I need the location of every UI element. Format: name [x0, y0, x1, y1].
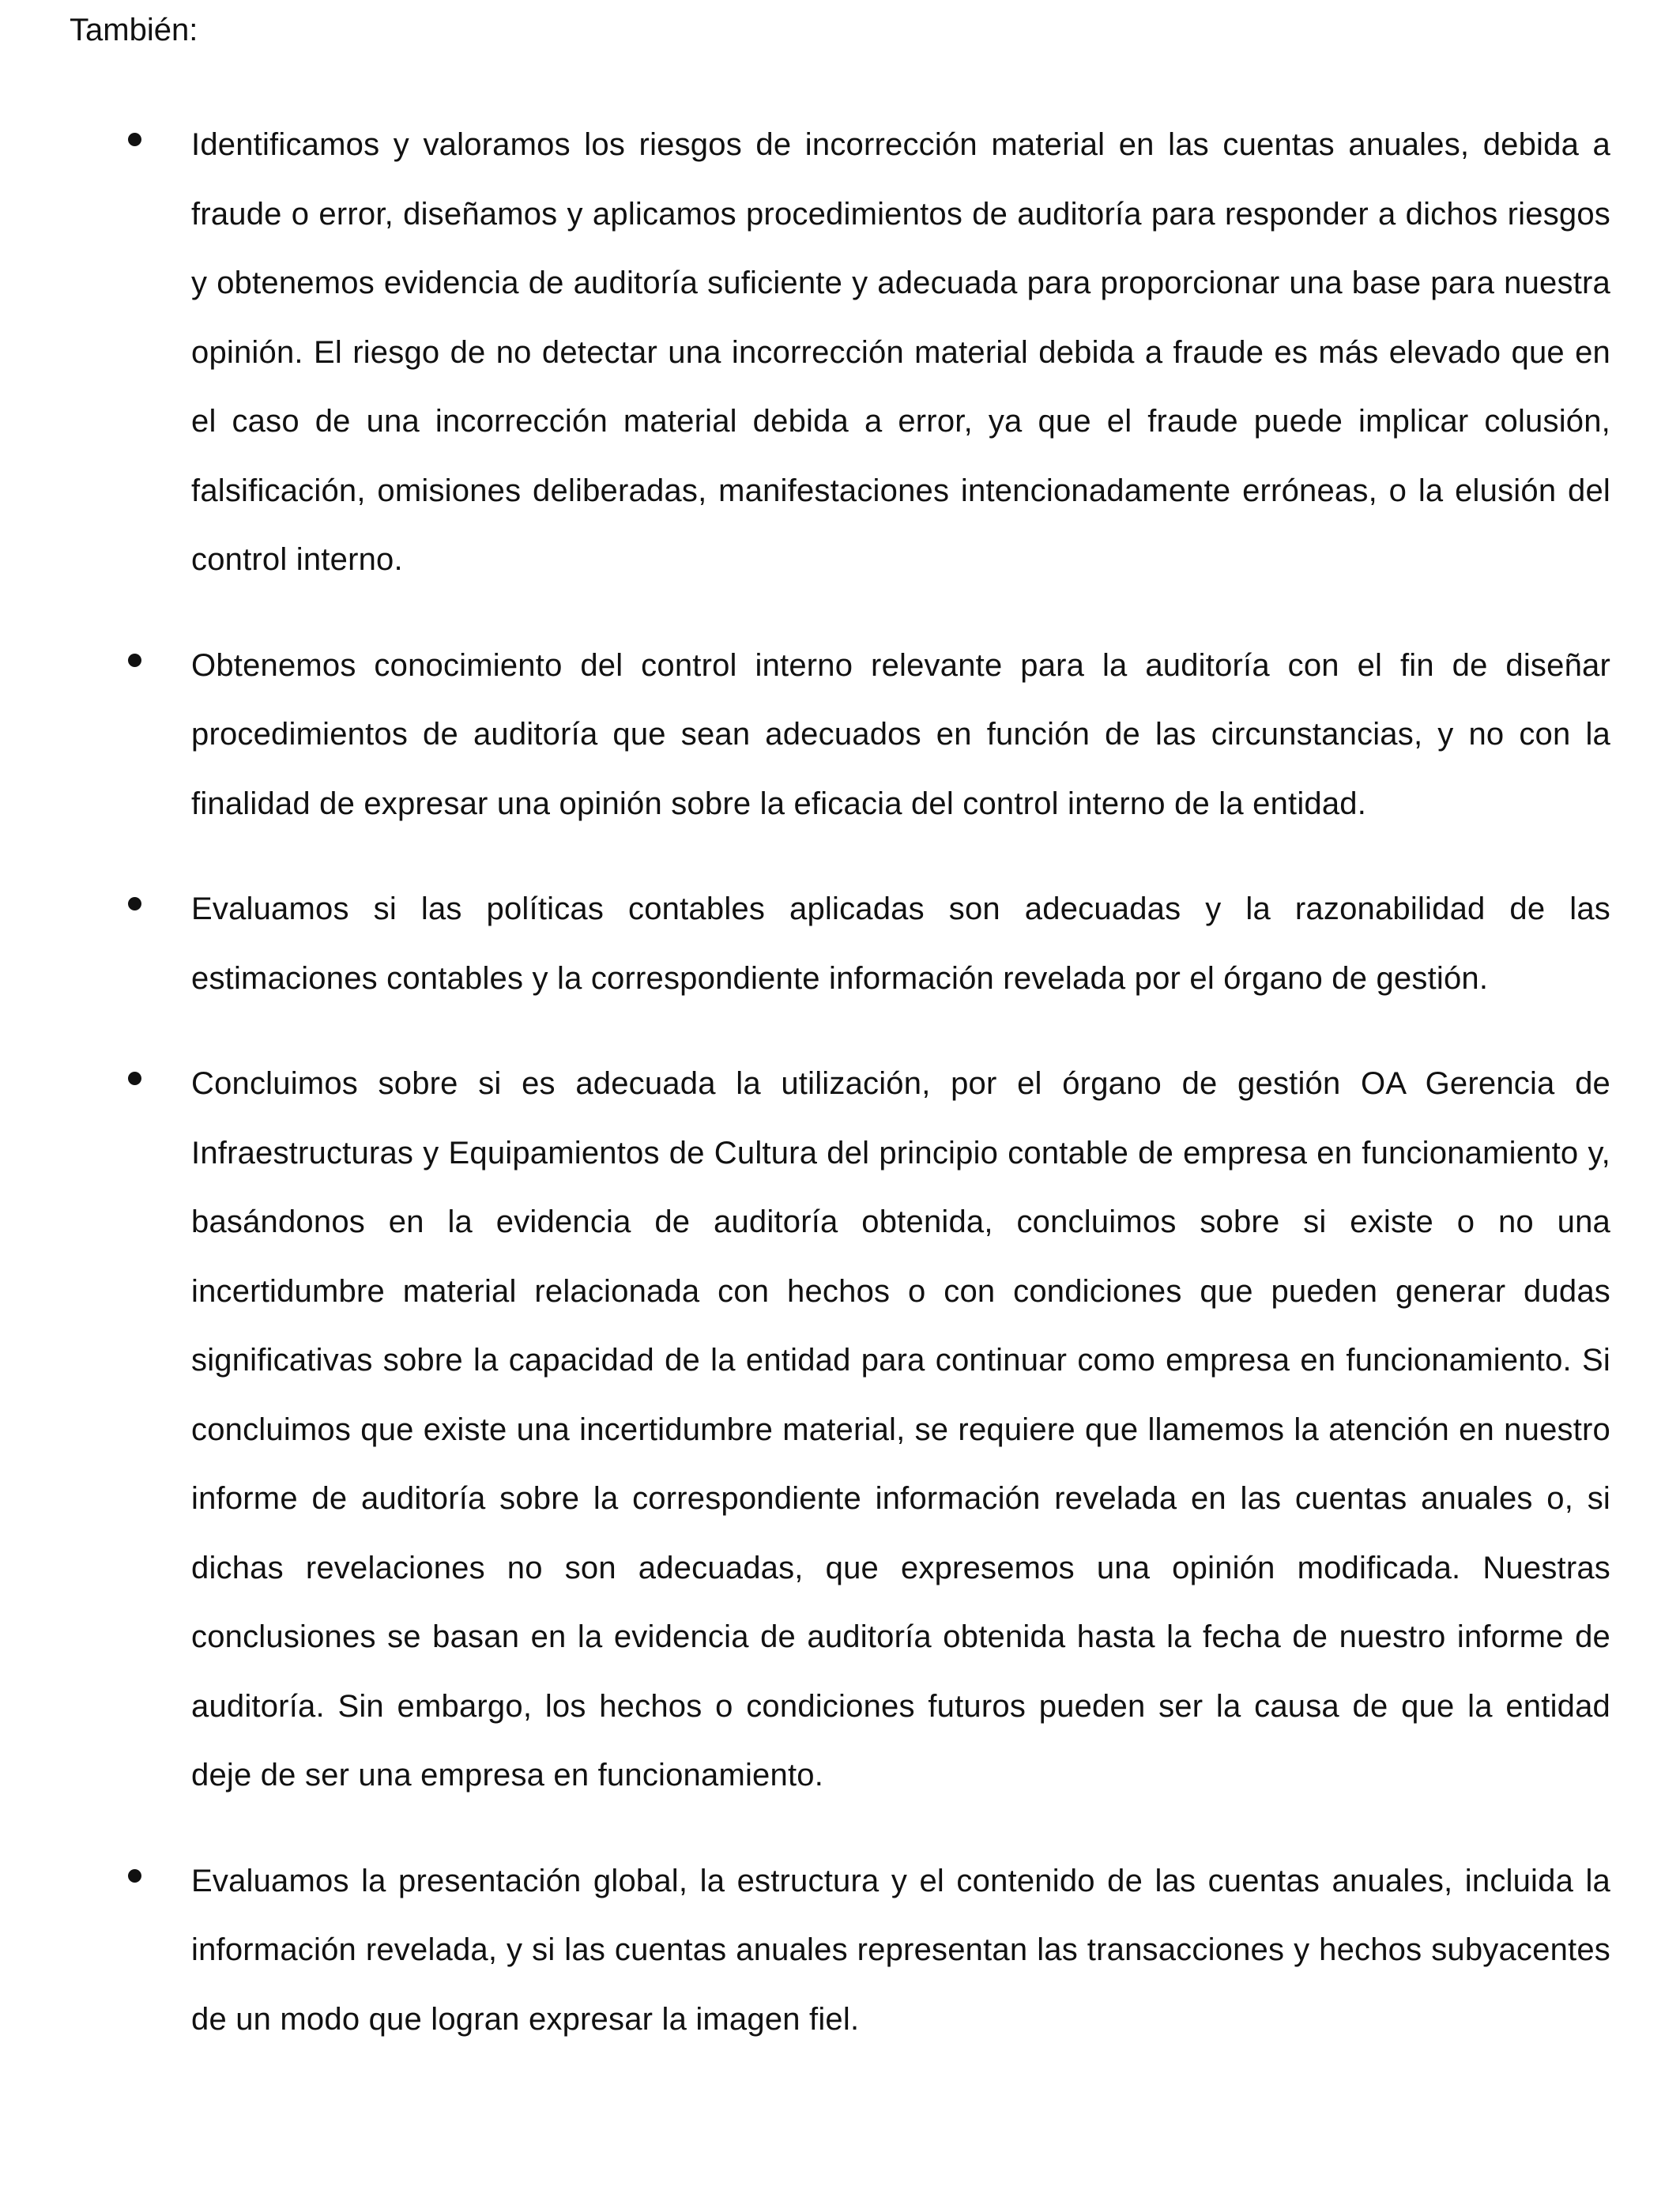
list-item [0, 1050, 1680, 1811]
list-item-text: Obtenemos conocimiento del control interno relevante para la auditoría con el fin de diseñar procedimientos de auditoría que sean adecuados en función de las circunstancias, y no con la finalidad de expresar una opinión sobre la eficacia del control interno de la entidad. [191, 647, 1610, 821]
bullet-icon [128, 654, 141, 667]
list-item-text: Identificamos y valoramos los riesgos de incorrección material en las cuentas anuales, debida a fraude o error, diseñamos y aplicamos procedimientos de auditoría para responder a dichos riesgos y obtenemos evidencia de auditoría suficiente y adecuada para proporcionar una base para nuestra opinión. El riesgo de no detectar una incorrección material debida a fraude es más elevado que en el caso de una incorrección material debida a error, ya que el fraude puede implicar colusión, falsificación, omisiones deliberadas, manifestaciones intencionadamente erróneas, o la elusión del control interno. [191, 127, 1610, 577]
list-item [0, 875, 1680, 1013]
list-item [0, 1847, 1680, 2055]
intro-text: También: [70, 13, 198, 47]
list-item [0, 631, 1680, 839]
bullet-icon [128, 1869, 141, 1883]
list-item-text: Evaluamos la presentación global, la estructura y el contenido de las cuentas anuales, incluida la información revelada, y si las cuentas anuales representan las transacciones y hechos subyacentes de un modo que logran expresar la imagen fiel. [191, 1863, 1610, 2037]
bullet-list [0, 111, 1680, 2090]
list-item [0, 111, 1680, 595]
bullet-icon [128, 897, 141, 910]
bullet-icon [128, 1072, 141, 1085]
list-item-text: Evaluamos si las políticas contables aplicadas son adecuadas y la razonabilidad de las estimaciones contables y la correspondiente información revelada por el órgano de gestión. [191, 892, 1610, 996]
list-item-text: Concluimos sobre si es adecuada la utilización, por el órgano de gestión OA Gerencia de Infraestructuras y Equipamientos de Cultura del principio contable de empresa en funcionamiento y, basándonos en la evidencia de auditoría obtenida, concluimos sobre si existe o no una incertidumbre material relacionada con hechos o con condiciones que pueden generar dudas significativas sobre la capacidad de la entidad para continuar como empresa en funcionamiento. Si concluimos que existe una incertidumbre material, se requiere que llamemos la atención en nuestro informe de auditoría sobre la correspondiente información revelada en las cuentas anuales o, si dichas revelaciones no son adecuadas, que expresemos una opinión modificada. Nuestras conclusiones se basan en la evidencia de auditoría obtenida hasta la fecha de nuestro informe de auditoría. Sin embargo, los hechos o condiciones futuros pueden ser la causa de que la entidad deje de ser una empresa en funcionamiento. [191, 1066, 1610, 1793]
bullet-icon [128, 133, 141, 146]
